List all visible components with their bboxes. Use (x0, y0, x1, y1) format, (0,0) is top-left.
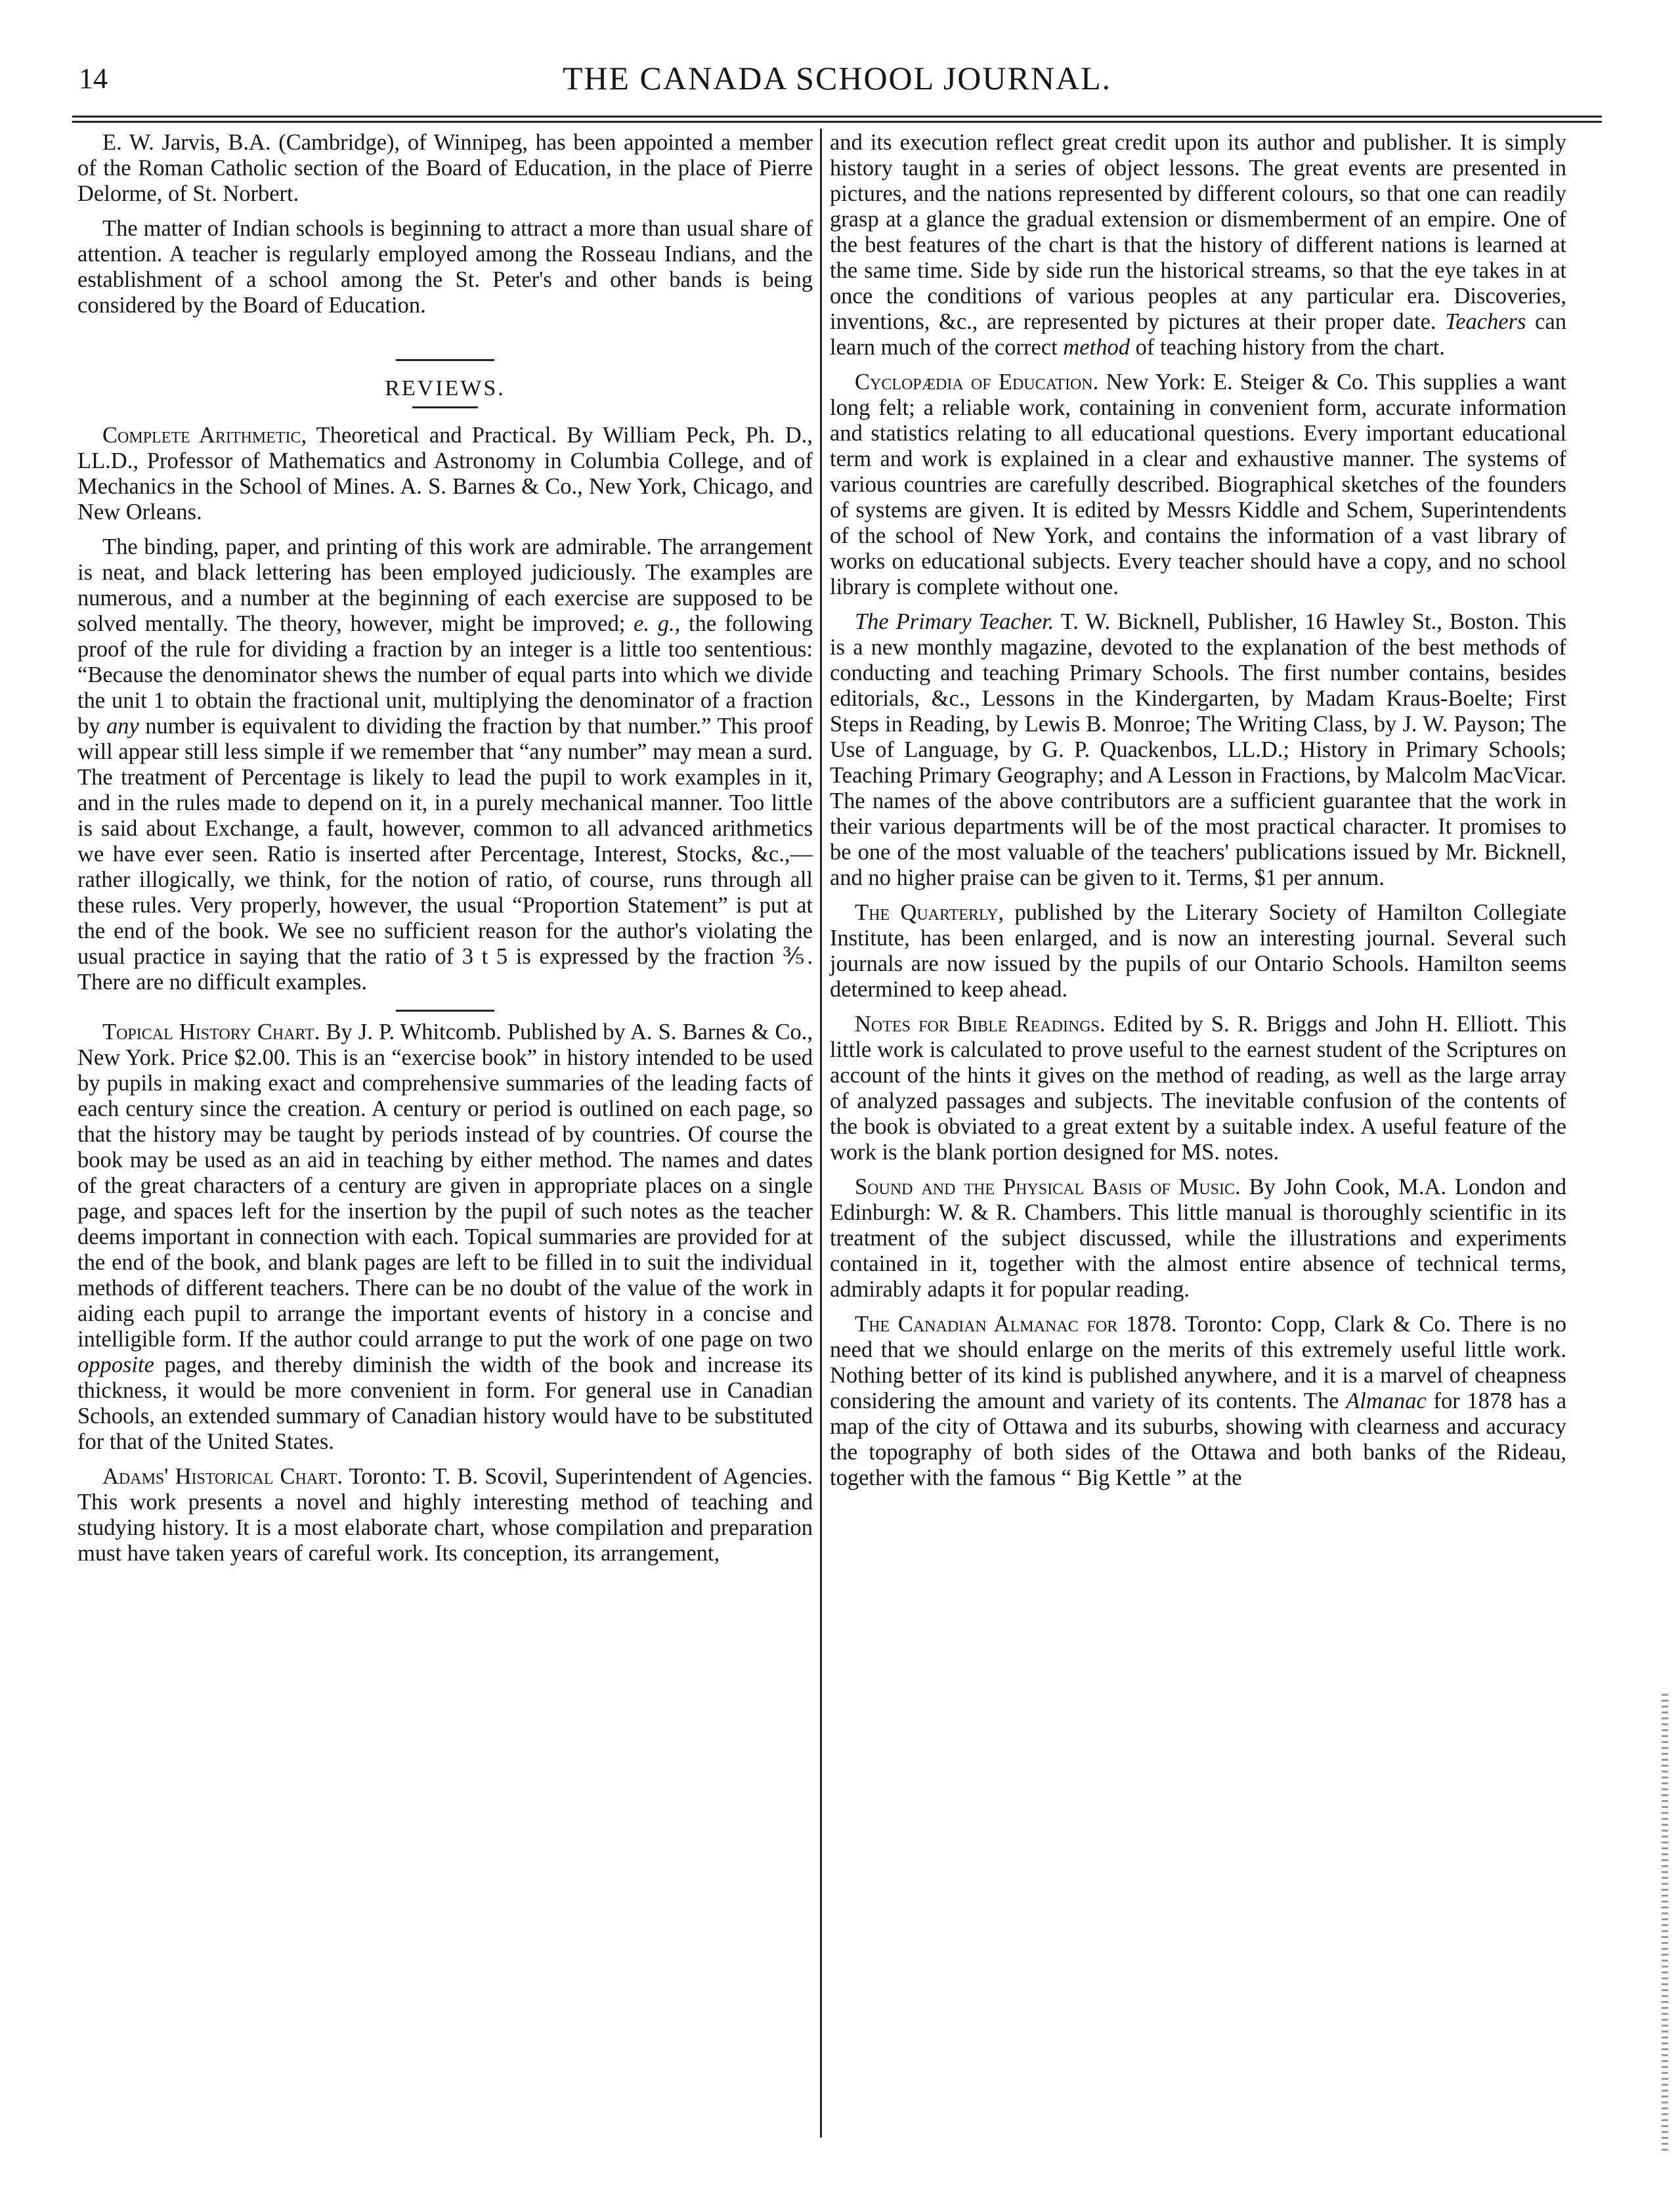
review-title: The Canadian Almanac for 1878. (855, 1312, 1177, 1337)
review-title: Adams' Historical Chart. (102, 1464, 343, 1489)
review-adams-chart: Adams' Historical Chart. Toronto: T. B. Scovil, Superintendent of Agencies. This work presents a novel and highly interesting method of teaching and studying history. It is a most elaborate chart, whose compilation and preparation must have taken years of careful work. Its conception, its arrangement, (77, 1464, 813, 1566)
review-title: Cyclopædia of Education. (855, 370, 1099, 395)
review-topical-chart: Topical History Chart. By J. P. Whitcomb. Published by A. S. Barnes & Co., New York. Price $2.00. This is an “exercise book” in history intended to be used by pupils in making exact and comprehensive summaries of the leading facts of each century since the creation. A century or period is outlined on each page, so that the history may be taught by periods instead of by countries. Of course the book may be used as an aid in teaching by either method. The names and dates of the great characters of a century are given in appropriate places on a single page, and spaces left for the insertion by the pupil of such notes as the teacher deems important in connection with each. Topical summaries are provided for at the end of the book, and blank pages are left to be filled in to suit the individual methods of different teachers. There can be no doubt of the value of the work in aiding each pupil to arrange the important events of history in a concise and intelligible form. If the author could arrange to put the work of one page on two opposite pages, and thereby diminish the width of the book and increase its thickness, it would be more convenient in form. For general use in Canadian Schools, an extended summary of Canadian history would have to be substituted for that of the United States. (77, 1020, 813, 1454)
right-column (830, 130, 1566, 1500)
review-canadian-almanac: The Canadian Almanac for 1878. Toronto: Copp, Clark & Co. There is no need that we should enlarge on the merits of this extremely useful little work. Nothing better of its kind is published anywhere, and it is a marvel of cheapness considering the amount and variety of its contents. The Almanac for 1878 has a map of the city of Ottawa and its suburbs, showing with clearness and accuracy the topography of both sides of the Ottawa and both banks of the Rideau, together with the famous “ Big Kettle ” at the (830, 1312, 1567, 1490)
news-paragraph: E. W. Jarvis, B.A. (Cambridge), of Winnipeg, has been appointed a member of the Roman Catholic section of the Board of Education, in the place of Pierre Delorme, of St. Norbert. (77, 130, 813, 206)
header-rule (72, 116, 1602, 118)
review-title: The Quarterly, (855, 900, 1004, 925)
section-divider (396, 359, 494, 361)
review-title: Notes for Bible Readings. (855, 1012, 1106, 1037)
review-bible-readings: Notes for Bible Readings. Edited by S. R. Briggs and John H. Elliott. This little work is calculated to prove useful to the earnest student of the Scriptures on account of the hints it gives on the method of reading, as well as the large array of analyzed passages and subjects. The inevitable confusion of the contents of the book is obviated to a great extent by a suitable index. A useful feature of the work is the blank portion designed for MS. notes. (830, 1012, 1567, 1165)
page-number: 14 (79, 62, 108, 95)
review-primary-teacher: The Primary Teacher. T. W. Bicknell, Publisher, 16 Hawley St., Boston. This is a new monthly magazine, devoted to the explanation of the best methods of conducting and teaching Primary Schools. The first number contains, besides editorials, &c., Lessons in the Kindergarten, by Madam Kraus-Boelte; First Steps in Reading, by Lewis B. Monroe; The Writing Class, by J. W. Payson; The Use of Language, by G. P. Quackenbos, LL.D.; History in Primary Schools; Teaching Primary Geography; and A Lesson in Fractions, by Malcolm MacVicar. The names of the above contributors are a sufficient guarantee that the work in their various departments will be of the most practical character. It promises to be one of the most valuable of the teachers' publications issued by Mr. Bicknell, and no higher praise can be given to it. Terms, $1 per annum. (830, 609, 1566, 890)
review-quarterly: The Quarterly, published by the Literary Society of Hamilton Collegiate Institute, has been enlarged, and is now an interesting journal. Several such journals are now issued by the pupils of our Ontario Schools. Hamilton seems determined to keep ahead. (830, 900, 1566, 1002)
review-sound-music: Sound and the Physical Basis of Music. By John Cook, M.A. London and Edinburgh: W. & R. Chambers. This little manual is thoroughly scientific in its treatment of the subject discussed, while the illustrations and experiments contained in it, together with the almost entire absence of technical terms, admirably adapts it for popular reading. (830, 1174, 1567, 1302)
journal-title: THE CANADA SCHOOL JOURNAL. (562, 60, 1112, 97)
review-arithmetic-body: The binding, paper, and printing of this work are admirable. The arrangement is neat, and black lettering has been employed judiciously. The examples are numerous, and a number at the beginning of each exercise are supposed to be solved mentally. The theory, however, might be improved; e. g., the following proof of the rule for dividing a fraction by an integer is a little too sententious: “Because the denominator shews the number of equal parts into which we divide the unit 1 to obtain the fractional unit, multiplying the denominator of a fraction by any number is equivalent to dividing the fraction by that number.” This proof will appear still less simple if we remember that “any number” may mean a surd. The treatment of Percentage is likely to lead the pupil to work examples in it, and in the rules made to depend on it, in a purely mechanical manner. Too little is said about Exchange, a fault, however, common to all advanced arithmetics we have ever seen. Ratio is inserted after Percentage, Interest, Stocks, &c.,—rather illogically, we think, for the notion of ratio, of course, runs through all these rules. Very properly, however, the usual “Proportion Statement” is put at the end of the book. We see no sufficient reason for the author's violating the usual practice in saying that the ratio of 3 t 5 is expressed by the fraction ⅗. There are no difficult examples. (77, 534, 813, 995)
review-adams-continued: and its execution reflect great credit upon its author and publisher. It is simply history taught in a series of object lessons. The great events are presented in pictures, and the nations represented by different colours, so that one can readily grasp at a glance the gradual extension or dismemberment of an empire. One of the best features of the chart is that the history of different nations is learned at the same time. Side by side run the historical streams, so that the eye takes in at once the conditions of various peoples at any particular era. Discoveries, inventions, &c., are represented by pictures at their proper date. Teachers can learn much of the correct method of teaching history from the chart. (830, 130, 1567, 360)
reviews-heading: REVIEWS. (385, 376, 506, 400)
review-title: The Primary Teacher. (855, 609, 1054, 634)
news-paragraph: The matter of Indian schools is beginning to attract a more than usual share of attention. A teacher is regularly employed among the Rosseau Indians, and the establishment of a school among the St. Peter's and other bands is being considered by the Board of Education. (77, 216, 813, 318)
header-rule-lower (72, 121, 1602, 123)
column-divider (820, 129, 822, 2138)
review-title: Complete Arithmetic, (102, 423, 307, 448)
review-arithmetic-intro: Complete Arithmetic, Theoretical and Practical. By William Peck, Ph. D., LL.D., Professor of Mathematics and Astronomy in Columbia College, and of Mechanics in the School of Mines. A. S. Barnes & Co., New York, Chicago, and New Orleans. (77, 423, 813, 525)
page-header (72, 46, 1602, 98)
review-cyclopaedia: Cyclopædia of Education. New York: E. Steiger & Co. This supplies a want long felt; a reliable work, containing in convenient form, accurate information and statistics relating to all educational questions. Every important educational term and work is explained in a clear and exhaustive manner. The systems of various countries are carefully described. Biographical sketches of the founders of systems are given. It is edited by Messrs Kiddle and Schem, Superintendents of the school of New York, and contains the information of a vast library of works on educational subjects. Every teacher should have a copy, and no school library is complete without one. (830, 370, 1566, 599)
review-title: Topical History Chart. (102, 1020, 320, 1044)
scan-edge-artifact (1662, 1694, 1668, 2153)
left-column (77, 130, 813, 1576)
review-title: Sound and the Physical Basis of Music. (855, 1174, 1241, 1199)
